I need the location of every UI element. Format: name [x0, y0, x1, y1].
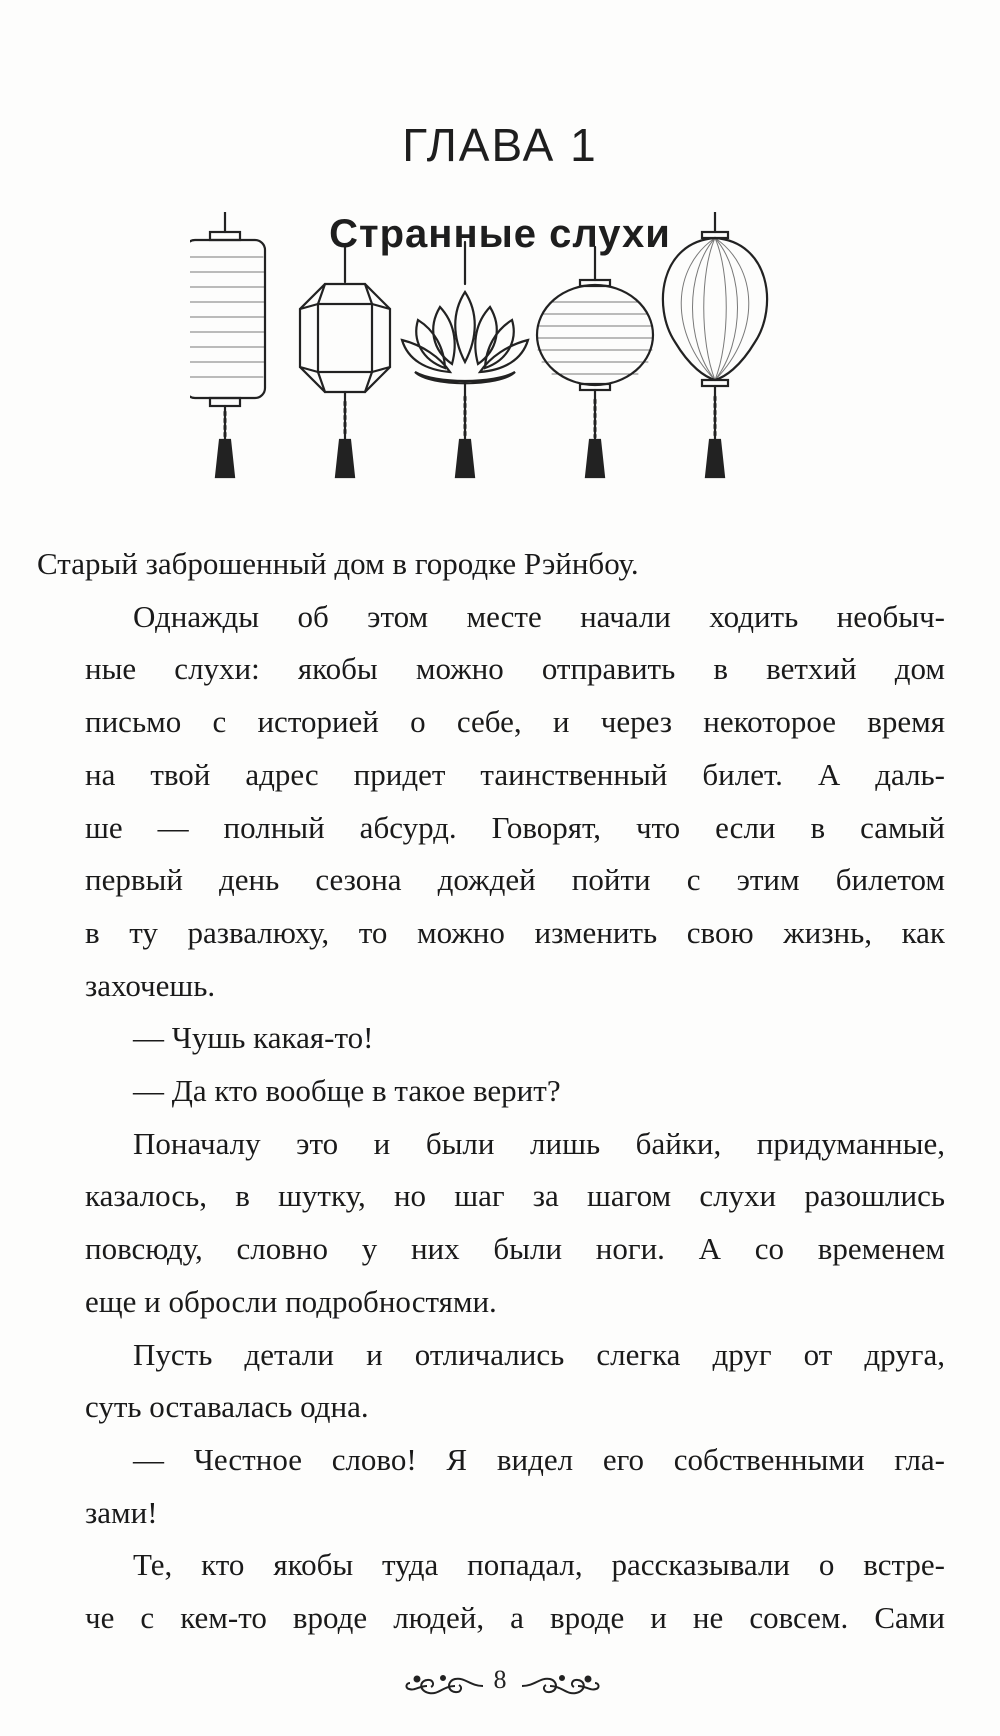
- text-line: в ту развалюху, то можно изменить свою жизнь, как: [85, 914, 945, 950]
- scroll-ornament-icon: [520, 1673, 600, 1699]
- text-line: — Честное слово! Я видел его собственными гла-: [133, 1441, 945, 1477]
- text-line: ше — полный абсурд. Говорят, что если в самый: [85, 809, 945, 845]
- text-line: Те, кто якобы туда попадал, рассказывали о встре-: [133, 1547, 945, 1583]
- text-line: суть оставалась одна.: [85, 1389, 369, 1425]
- text-line: — Чушь какая-то!: [133, 1020, 374, 1056]
- text-line: Пусть детали и отличались слегка друг от друга,: [133, 1336, 945, 1372]
- page-footer: [0, 1665, 1000, 1705]
- text-line: на твой адрес придет таинственный билет. А даль-: [85, 756, 945, 792]
- text-line: Однажды об этом месте начали ходить необыч-: [133, 598, 945, 634]
- text-line: повсюду, словно у них были ноги. А со временем: [85, 1231, 945, 1267]
- lotus-lantern-icon: [402, 242, 528, 477]
- text-line: письмо с историей о себе, и через некоторое время: [85, 704, 945, 740]
- text-line: казалось, в шутку, но шаг за шагом слухи разошлись: [85, 1178, 945, 1214]
- text-line: Поначалу это и были лишь байки, придуманные,: [133, 1125, 945, 1161]
- lantern-illustration: [190, 212, 830, 512]
- chapter-title: ГЛАВА 1: [402, 119, 598, 171]
- text-line: че с кем-то вроде людей, а вроде и не совсем. Сами: [85, 1600, 945, 1636]
- text-line: — Да кто вообще в такое верит?: [133, 1073, 561, 1109]
- text-line: первый день сезона дождей пойти с этим билетом: [85, 862, 945, 898]
- text-line: ные слухи: якобы можно отправить в ветхий дом: [85, 651, 945, 687]
- round-lantern-icon: [537, 247, 653, 477]
- text-line: Старый заброшенный дом в городке Рэйнбоу.: [37, 546, 639, 581]
- body-text: [37, 538, 945, 1645]
- text-line: еще и обросли подробностями.: [85, 1283, 497, 1319]
- text-line: захочешь.: [85, 967, 216, 1003]
- page-number: 8: [493, 1665, 507, 1694]
- octagon-lantern-icon: [300, 247, 390, 477]
- text-line: зами!: [85, 1494, 158, 1530]
- chapter-subtitle: Странные слухи: [329, 212, 671, 256]
